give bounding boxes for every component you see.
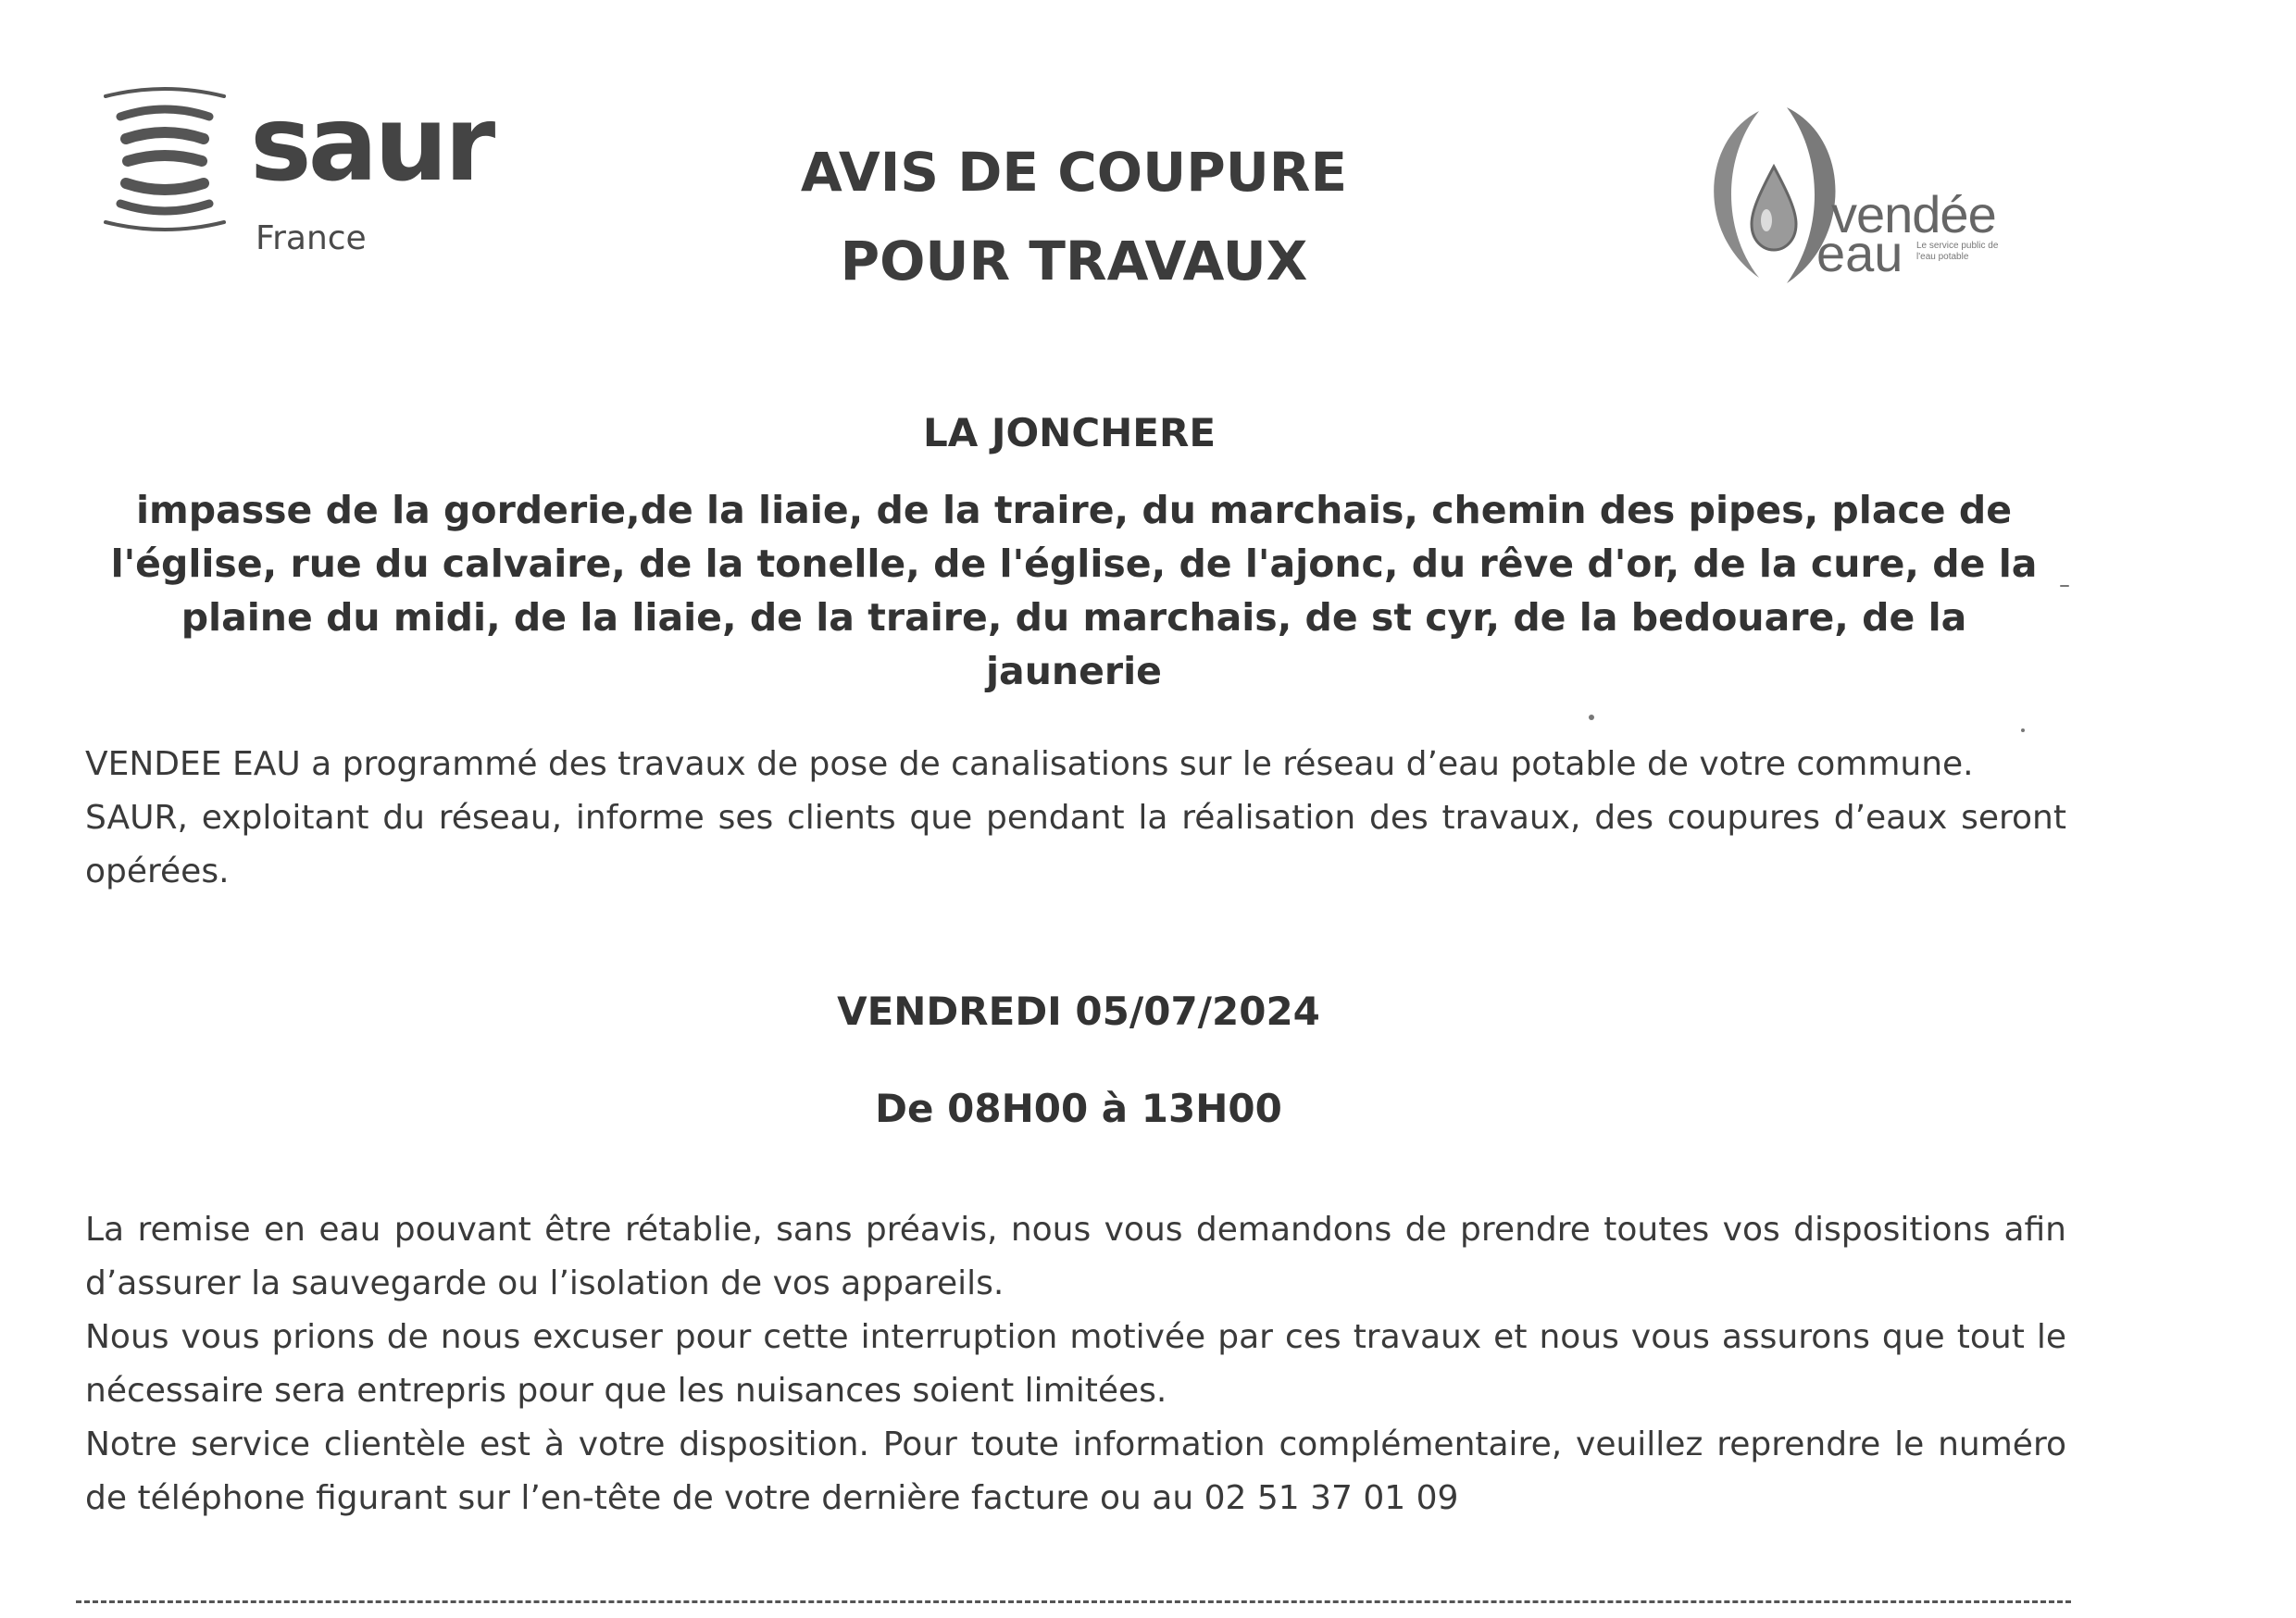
dashed-cut-line <box>76 1600 2071 1603</box>
scan-speck <box>2021 728 2025 732</box>
outage-time: De 08H00 à 13H00 <box>875 1086 1282 1131</box>
vendee-eau-logo <box>1694 102 2065 287</box>
closing-text <box>85 1203 2066 1525</box>
vendee-eau-tagline: Le service public de l'eau potable <box>1916 241 1999 262</box>
closing-paragraph: Nous vous prions de nous excuser pour cette interruption motivée par ces travaux et nous vous assurons que tout le nécessaire sera entrepris pour que les nuisances soient limitées. <box>85 1318 2066 1410</box>
saur-wordmark: saur <box>250 84 493 205</box>
closing-paragraph: Notre service clientèle est à votre disposition. Pour toute information complémentaire, veuillez reprendre le numéro de téléphone figurant sur l’en-tête de votre dernière facture ou au 02 51 37 01 09 <box>85 1425 2066 1517</box>
vendee-wordmark: vendée <box>1831 185 1996 243</box>
title-line-1: AVIS DE COUPURE <box>800 141 1348 204</box>
scan-speck <box>2060 585 2069 587</box>
intro-text <box>85 738 2066 899</box>
scan-speck <box>1589 715 1594 720</box>
outage-date: VENDREDI 05/07/2024 <box>837 989 1320 1034</box>
page-title <box>648 128 1500 305</box>
eau-wordmark: eau <box>1816 224 1903 282</box>
closing-paragraph: La remise en eau pouvant être rétablie, sans préavis, nous vous demandons de prendre toutes vos dispositions afin d’assurer la sauvegarde ou l’isolation de vos appareils. <box>85 1211 2066 1302</box>
intro-paragraph: SAUR, exploitant du réseau, informe ses clients que pendant la réalisation des travaux, des coupures d’eaux seront opérées. <box>85 799 2066 890</box>
saur-country-label: France <box>256 219 367 257</box>
commune-name: LA JONCHERE <box>922 410 1217 455</box>
title-line-2: POUR TRAVAUX <box>840 230 1308 292</box>
saur-waves-icon <box>100 85 230 233</box>
affected-streets: impasse de la gorderie,de la liaie, de la traire, du marchais, chemin des pipes, place de l'église, rue du calvaire, de la tonelle, de l'église, de l'ajonc, du rêve d'or, de la cure, de la plaine du midi, de la liaie, de la traire, du marchais, de st cyr, de la bedouare, de la jaunerie <box>110 488 2038 693</box>
intro-paragraph: VENDEE EAU a programmé des travaux de pose de canalisations sur le réseau d’eau potable de votre commune. <box>85 745 1974 783</box>
saur-logo <box>100 85 507 280</box>
